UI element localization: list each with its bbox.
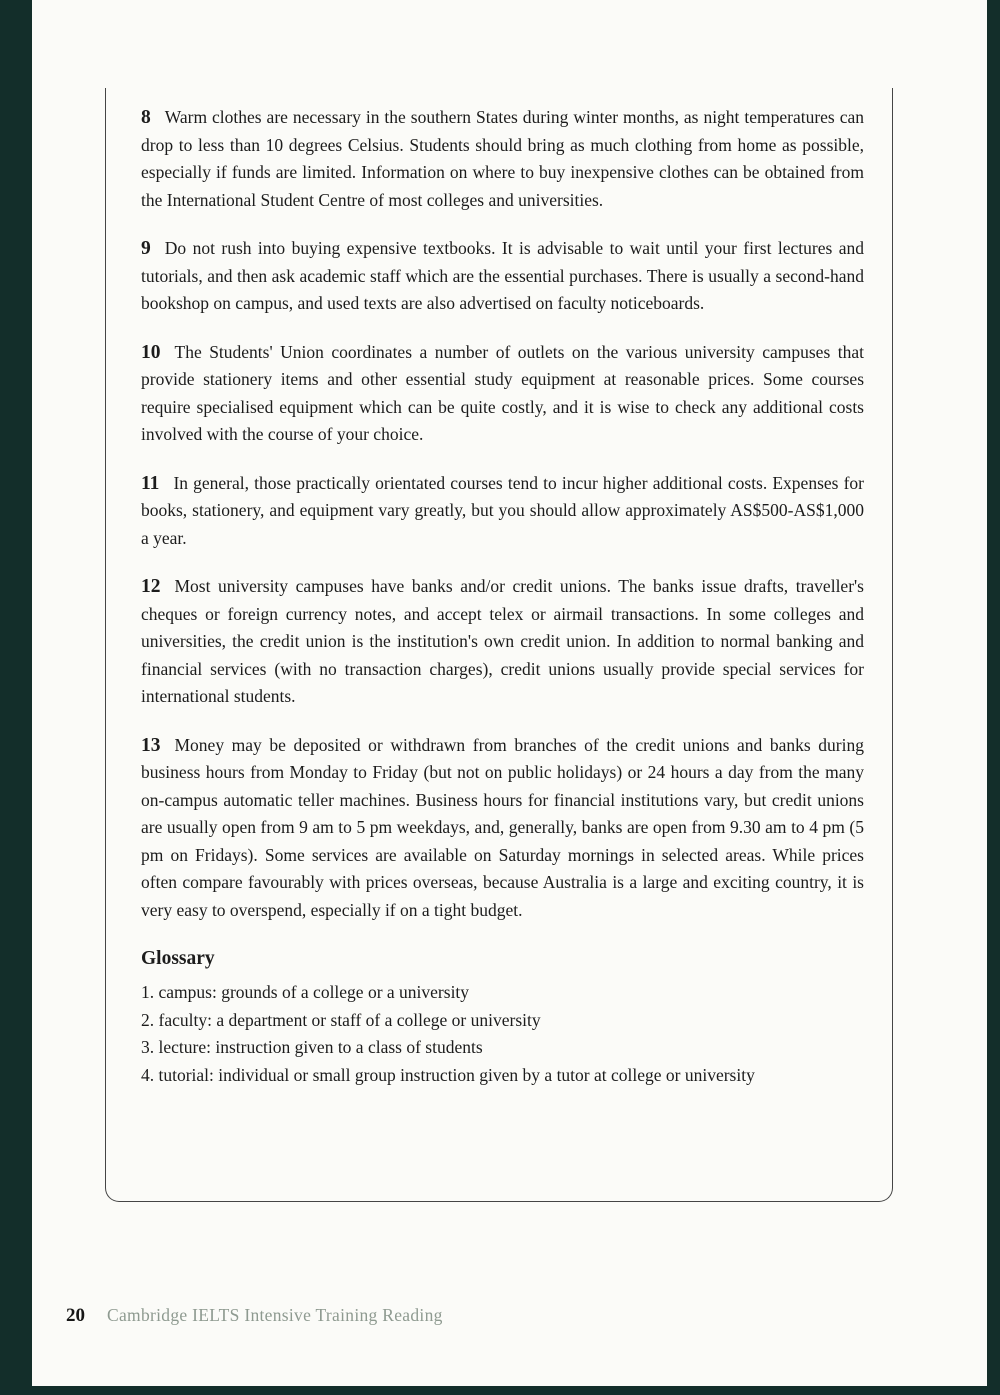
glossary-item: 3. lecture: instruction given to a class of students	[141, 1037, 483, 1057]
paragraph-number: 8	[141, 107, 151, 128]
paragraph-number: 13	[141, 734, 161, 756]
paragraph-number: 11	[141, 472, 160, 494]
paragraph-text: In general, those practically orientated courses tend to incur higher additional costs. Expenses for books, stationery, and equipment vary greatly, but you should allow approximately AS$500-AS$1,000 a year.	[141, 472, 864, 548]
page-edge-bottom	[0, 1386, 1000, 1395]
paragraph-text: Most university campuses have banks and/or credit unions. The banks issue drafts, traveller's cheques or foreign currency notes, and accept telex or airmail transactions. In some colleges and universities, the credit union is the institution's own credit union. In addition to normal banking and financial services (with no transaction charges), credit unions usually provide special services for international students.	[141, 576, 864, 706]
reading-passage-box	[105, 88, 893, 1202]
paragraph-text: The Students' Union coordinates a number of outlets on the various university campuses that provide stationery items and other essential study equipment at reasonable prices. Some courses require specialised equipment which can be quite costly, and it is wise to check any additional costs involved with the course of your choice.	[141, 341, 864, 444]
paragraph-number: 12	[141, 576, 161, 597]
paragraph	[141, 732, 864, 925]
paragraph	[141, 573, 864, 711]
page-edge-left	[0, 0, 32, 1395]
glossary-item: 1. campus: grounds of a college or a university	[141, 982, 470, 1002]
paragraph-text: Warm clothes are necessary in the southern States during winter months, as night temperatures can drop to less than 10 degrees Celsius. Students should bring as much clothing from home as possible, especially if funds are limited. Information on where to buy inexpensive clothes can be obtained from the International Student Centre of most colleges and universities.	[141, 107, 864, 210]
book-title: Cambridge IELTS Intensive Training Reading	[107, 1305, 443, 1325]
page-edge-right	[987, 0, 1000, 1395]
page-number: 20	[66, 1305, 85, 1326]
paragraph	[141, 339, 864, 449]
paragraph-number: 10	[141, 341, 161, 363]
footer	[66, 1305, 866, 1327]
paragraph-text: Do not rush into buying expensive textbooks. It is advisable to wait until your first lectures and tutorials, and then ask academic staff which are the essential purchases. There is usually a second-hand bookshop on campus, and used texts are also advertised on faculty noticeboards.	[141, 238, 864, 313]
glossary-item: 4. tutorial: individual or small group instruction given by a tutor at college or university	[141, 1064, 755, 1085]
glossary-item: 2. faculty: a department or staff of a college or university	[141, 1009, 541, 1030]
paragraph-text: Money may be deposited or withdrawn from branches of the credit unions and banks during business hours from Monday to Friday (but not on public holidays) or 24 hours a day from the many on-campus automatic teller machines. Business hours for financial institutions vary, but credit unions are usually open from 9 am to 5 pm weekdays, and, generally, banks are open from 9.30 am to 4 pm (5 pm on Fridays). Some services are available on Saturday mornings in selected areas. While prices often compare favourably with prices overseas, because Australia is a large and exciting country, it is very easy to overspend, especially if on a tight budget.	[141, 734, 864, 920]
paragraph	[141, 235, 864, 318]
glossary-title: Glossary	[141, 948, 215, 969]
paragraph	[141, 470, 864, 553]
paragraph	[141, 104, 864, 214]
paragraph-number: 9	[141, 238, 151, 259]
